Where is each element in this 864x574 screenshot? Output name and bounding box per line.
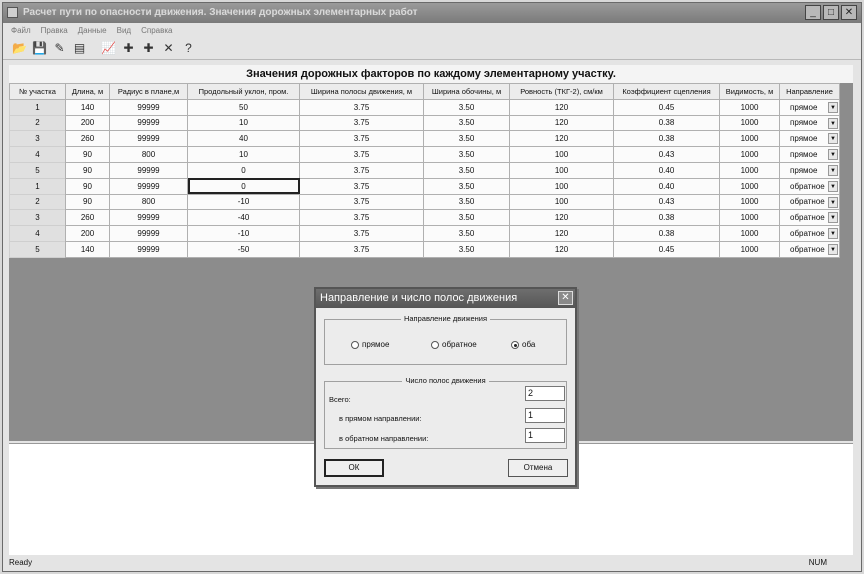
print-icon[interactable]: ▤ <box>73 41 86 55</box>
table-row <box>10 178 840 194</box>
radio-forward-dot[interactable] <box>351 341 359 349</box>
table-cell[interactable] <box>424 178 510 194</box>
menu-data[interactable]: Данные <box>77 26 107 35</box>
direction-select[interactable] <box>780 99 840 115</box>
cell-value: 1000 <box>740 134 759 144</box>
table-cell[interactable] <box>188 131 300 147</box>
cell-value: 99999 <box>137 118 160 128</box>
table-cell[interactable] <box>720 226 780 242</box>
table-cell[interactable] <box>300 99 424 115</box>
radio-forward-label: прямое <box>362 340 390 349</box>
table-cell[interactable] <box>110 162 188 178</box>
row-number-cell[interactable] <box>10 178 66 194</box>
row-number-cell[interactable] <box>10 194 66 210</box>
table-row <box>10 131 840 147</box>
row-number-cell[interactable] <box>10 131 66 147</box>
cell-value: 0.45 <box>658 244 675 254</box>
dropdown-arrow-icon[interactable]: ▼ <box>828 118 838 129</box>
col-header[interactable]: Видимость, м <box>720 84 780 100</box>
cell-value: 3.75 <box>353 165 370 175</box>
cell-value: 99999 <box>137 181 160 191</box>
table-cell[interactable] <box>188 178 300 194</box>
cell-value: обратное <box>790 229 825 239</box>
cell-value: 1000 <box>740 197 759 207</box>
col-header[interactable]: Коэффициент сцепления <box>614 84 720 100</box>
cell-value: 0.45 <box>658 102 675 112</box>
cell-value: 200 <box>80 118 95 128</box>
cell-value: 120 <box>554 213 569 223</box>
cell-value: 3.75 <box>353 150 370 160</box>
table-row <box>10 162 840 178</box>
cell-value: 0.38 <box>658 229 675 239</box>
cell-value: обратное <box>790 213 825 223</box>
table-cell[interactable] <box>300 194 424 210</box>
table-cell[interactable] <box>614 147 720 163</box>
table-row <box>10 147 840 163</box>
cell-value: 99999 <box>137 165 160 175</box>
radio-reverse[interactable] <box>431 340 477 349</box>
table-cell[interactable] <box>510 210 614 226</box>
cell-value: 99999 <box>137 229 160 239</box>
cell-value: 2 <box>35 118 40 128</box>
cell-value: 3 <box>35 134 40 144</box>
direction-select[interactable] <box>780 162 840 178</box>
cell-value: 99999 <box>137 244 160 254</box>
edit-icon[interactable]: ✎ <box>54 41 65 55</box>
table-row <box>10 210 840 226</box>
cell-value: 1 <box>35 102 40 112</box>
table-cell[interactable] <box>66 131 110 147</box>
cell-value: 1000 <box>740 150 759 160</box>
table-cell[interactable] <box>720 147 780 163</box>
direction-select[interactable] <box>780 178 840 194</box>
cell-value: прямое <box>790 150 818 160</box>
app-icon <box>7 7 18 18</box>
table-cell[interactable] <box>424 99 510 115</box>
cell-value: 1 <box>35 181 40 191</box>
cell-value: 120 <box>554 134 569 144</box>
row-number-cell[interactable] <box>10 99 66 115</box>
cell-value: обратное <box>790 197 825 207</box>
cell-value: 10 <box>239 150 248 160</box>
cell-value: 90 <box>83 181 92 191</box>
delete-row-icon[interactable]: ✕ <box>163 41 174 55</box>
cell-value: 99999 <box>137 134 160 144</box>
cell-value: 100 <box>554 197 569 207</box>
open-icon[interactable]: 📂 <box>12 41 27 55</box>
table-cell[interactable] <box>188 194 300 210</box>
cell-value: 5 <box>35 165 40 175</box>
direction-select[interactable] <box>780 147 840 163</box>
table-row <box>10 115 840 131</box>
cell-value: 3.50 <box>458 181 475 191</box>
table-cell[interactable] <box>66 115 110 131</box>
table-cell[interactable] <box>510 115 614 131</box>
cell-value: 260 <box>80 213 95 223</box>
direction-group-label: Направление движения <box>401 314 490 323</box>
table-cell[interactable] <box>510 178 614 194</box>
cell-value: 4 <box>35 150 40 160</box>
reverse-lanes-label: в обратном направлении: <box>339 434 429 443</box>
cell-value: 3.75 <box>353 244 370 254</box>
col-header[interactable]: Ширина обочины, м <box>424 84 510 100</box>
cell-value: 1000 <box>740 102 759 112</box>
table-cell[interactable] <box>66 99 110 115</box>
lanes-dialog <box>314 287 577 487</box>
cell-value: 1000 <box>740 244 759 254</box>
total-lanes-field[interactable]: 2 <box>525 386 565 401</box>
table-cell[interactable] <box>424 210 510 226</box>
dropdown-arrow-icon[interactable]: ▼ <box>828 244 838 255</box>
table-cell[interactable] <box>720 162 780 178</box>
table-cell[interactable] <box>188 162 300 178</box>
cell-value: 5 <box>35 244 40 254</box>
cell-value: 260 <box>80 134 95 144</box>
insert-row-icon[interactable]: ✚ <box>143 41 154 55</box>
cell-value: прямое <box>790 165 818 175</box>
table-cell[interactable] <box>188 99 300 115</box>
cell-value: 100 <box>554 165 569 175</box>
cell-value: 120 <box>554 229 569 239</box>
table-cell[interactable] <box>300 241 424 257</box>
table-cell[interactable] <box>720 115 780 131</box>
cell-value: 3.50 <box>458 165 475 175</box>
cell-value: 3.75 <box>353 102 370 112</box>
row-number-cell[interactable] <box>10 162 66 178</box>
col-header[interactable]: № участка <box>10 84 66 100</box>
table-cell[interactable] <box>300 115 424 131</box>
direction-select[interactable] <box>780 241 840 257</box>
cell-value: 1000 <box>740 213 759 223</box>
add-row-icon[interactable]: ✚ <box>123 41 134 55</box>
table-cell[interactable] <box>300 147 424 163</box>
table-cell[interactable] <box>510 147 614 163</box>
table-cell[interactable] <box>720 131 780 147</box>
table-cell[interactable] <box>424 147 510 163</box>
table-cell[interactable] <box>720 178 780 194</box>
cell-value: -10 <box>237 229 250 239</box>
cell-value: 0.40 <box>658 181 675 191</box>
table-cell[interactable] <box>510 194 614 210</box>
direction-select[interactable] <box>780 194 840 210</box>
cell-value: 1000 <box>740 118 759 128</box>
cell-value: 120 <box>554 244 569 254</box>
total-lanes-label: Всего: <box>329 395 351 404</box>
road-factors-table <box>9 83 840 258</box>
table-cell[interactable] <box>720 194 780 210</box>
cell-value: 3.75 <box>353 229 370 239</box>
col-header[interactable]: Длина, м <box>66 84 110 100</box>
cell-value: 800 <box>141 150 156 160</box>
menu-bar <box>3 24 861 37</box>
table-cell[interactable] <box>66 178 110 194</box>
table-cell[interactable] <box>720 99 780 115</box>
cell-value: 3.50 <box>458 244 475 254</box>
table-cell[interactable] <box>66 147 110 163</box>
radio-both-dot[interactable] <box>511 341 519 349</box>
table-cell[interactable] <box>300 178 424 194</box>
cell-value: 120 <box>554 102 569 112</box>
table-cell[interactable] <box>110 99 188 115</box>
table-cell[interactable] <box>614 115 720 131</box>
menu-view[interactable]: Вид <box>116 26 132 35</box>
cell-value: 10 <box>239 118 248 128</box>
table-cell[interactable] <box>424 241 510 257</box>
cell-value: 90 <box>83 150 92 160</box>
table-cell[interactable] <box>66 210 110 226</box>
table-row <box>10 194 840 210</box>
direction-select[interactable] <box>780 226 840 242</box>
chart-icon[interactable]: 📈 <box>101 41 116 55</box>
table-cell[interactable] <box>614 226 720 242</box>
table-cell[interactable] <box>188 147 300 163</box>
row-number-cell[interactable] <box>10 115 66 131</box>
window-title: Расчет пути по опасности движения. Значения дорожных элементарных работ <box>23 7 418 18</box>
col-header[interactable]: Направление <box>780 84 840 100</box>
table-cell[interactable] <box>720 241 780 257</box>
table-cell[interactable] <box>614 241 720 257</box>
help-icon[interactable]: ? <box>185 41 192 55</box>
cell-value: прямое <box>790 102 818 112</box>
cell-value: 3.50 <box>458 150 475 160</box>
dialog-close-icon[interactable]: ✕ <box>558 291 573 305</box>
minimize-button[interactable]: _ <box>805 5 821 20</box>
forward-lanes-label: в прямом направлении: <box>339 414 422 423</box>
row-number-cell[interactable] <box>10 210 66 226</box>
table-cell[interactable] <box>720 210 780 226</box>
cancel-button[interactable]: Отмена <box>508 459 568 477</box>
dropdown-arrow-icon[interactable]: ▼ <box>828 165 838 176</box>
table-cell[interactable] <box>110 147 188 163</box>
table-body <box>10 99 840 257</box>
table-heading: Значения дорожных факторов по каждому элементарному участку. <box>9 65 853 83</box>
table-cell[interactable] <box>510 99 614 115</box>
table-row <box>10 99 840 115</box>
dropdown-arrow-icon[interactable]: ▼ <box>828 102 838 113</box>
cell-value: 100 <box>554 181 569 191</box>
dropdown-arrow-icon[interactable]: ▼ <box>828 197 838 208</box>
table-cell[interactable] <box>188 115 300 131</box>
status-text: Ready <box>9 558 33 567</box>
dropdown-arrow-icon[interactable]: ▼ <box>828 228 838 239</box>
cell-value: 140 <box>80 244 95 254</box>
cell-value: 1000 <box>740 181 759 191</box>
cell-value: 3.50 <box>458 197 475 207</box>
cell-value: 99999 <box>137 213 160 223</box>
maximize-button[interactable]: □ <box>823 5 839 20</box>
ok-button[interactable]: ОК <box>324 459 384 477</box>
cell-value: 3.50 <box>458 134 475 144</box>
table-cell[interactable] <box>300 210 424 226</box>
status-bar <box>3 556 861 571</box>
cell-value: 2 <box>35 197 40 207</box>
table-cell[interactable] <box>614 210 720 226</box>
cell-value: 3.50 <box>458 213 475 223</box>
direction-select[interactable] <box>780 210 840 226</box>
table-cell[interactable] <box>110 210 188 226</box>
cell-value: 3.75 <box>353 213 370 223</box>
table-cell[interactable] <box>424 131 510 147</box>
table-cell[interactable] <box>424 115 510 131</box>
cell-value: 100 <box>554 150 569 160</box>
table-cell[interactable] <box>614 194 720 210</box>
cell-value: 3.75 <box>353 134 370 144</box>
lanes-group-label: Число полос движения <box>402 376 488 385</box>
cell-value: 40 <box>239 134 248 144</box>
direction-select[interactable] <box>780 131 840 147</box>
radio-reverse-label: обратное <box>442 340 477 349</box>
menu-help[interactable]: Справка <box>141 26 173 35</box>
col-header[interactable]: Ровность (ТКГ-2), см/км <box>510 84 614 100</box>
row-number-cell[interactable] <box>10 147 66 163</box>
direction-group <box>324 314 567 365</box>
table-cell[interactable] <box>510 226 614 242</box>
title-bar[interactable] <box>3 3 861 23</box>
num-lock-indicator: NUM <box>808 558 827 567</box>
cell-value: 4 <box>35 229 40 239</box>
menu-edit[interactable]: Правка <box>40 26 68 35</box>
save-icon[interactable]: 💾 <box>32 41 47 55</box>
cell-value: 0 <box>241 181 246 191</box>
cell-value: 1000 <box>740 165 759 175</box>
col-header[interactable]: Радиус в плане,м <box>110 84 188 100</box>
table-header-row <box>10 84 840 100</box>
table-cell[interactable] <box>110 178 188 194</box>
table-cell[interactable] <box>614 162 720 178</box>
cell-value: 0.38 <box>658 134 675 144</box>
col-header[interactable]: Ширина полосы движения, м <box>300 84 424 100</box>
dropdown-arrow-icon[interactable]: ▼ <box>828 149 838 160</box>
cell-value: прямое <box>790 118 818 128</box>
table-cell[interactable] <box>110 131 188 147</box>
cell-value: 3 <box>35 213 40 223</box>
table-cell[interactable] <box>110 241 188 257</box>
cell-value: 3.75 <box>353 181 370 191</box>
col-header[interactable]: Продольный уклон, пром. <box>188 84 300 100</box>
lanes-group <box>324 376 567 449</box>
cell-value: 90 <box>83 197 92 207</box>
cell-value: -10 <box>237 197 250 207</box>
table-cell[interactable] <box>510 131 614 147</box>
reverse-lanes-field[interactable]: 1 <box>525 428 565 443</box>
menu-file[interactable]: Файл <box>11 26 31 35</box>
cell-value: -50 <box>237 244 250 254</box>
cell-value: 99999 <box>137 102 160 112</box>
cell-value: -40 <box>237 213 250 223</box>
table-cell[interactable] <box>614 178 720 194</box>
cell-value: 120 <box>554 118 569 128</box>
direction-select[interactable] <box>780 115 840 131</box>
cell-value: 90 <box>83 165 92 175</box>
cell-value: 1000 <box>740 229 759 239</box>
cell-value: 200 <box>80 229 95 239</box>
table-cell[interactable] <box>424 162 510 178</box>
table-cell[interactable] <box>300 162 424 178</box>
cell-value: 0 <box>241 165 246 175</box>
cell-value: 3.75 <box>353 118 370 128</box>
table-cell[interactable] <box>110 194 188 210</box>
cell-value: 50 <box>239 102 248 112</box>
dropdown-arrow-icon[interactable]: ▼ <box>828 212 838 223</box>
cell-value: 140 <box>80 102 95 112</box>
table-cell[interactable] <box>424 194 510 210</box>
table-cell[interactable] <box>510 241 614 257</box>
table-cell[interactable] <box>510 162 614 178</box>
dialog-title[interactable]: Направление и число полос движения <box>316 289 575 308</box>
table-cell[interactable] <box>110 226 188 242</box>
table-cell[interactable] <box>188 226 300 242</box>
radio-both[interactable] <box>511 340 535 349</box>
table-cell[interactable] <box>66 194 110 210</box>
table-cell[interactable] <box>300 131 424 147</box>
cell-value: 0.43 <box>658 150 675 160</box>
cell-value: 800 <box>141 197 156 207</box>
dropdown-arrow-icon[interactable]: ▼ <box>828 181 838 192</box>
cell-value: 3.50 <box>458 102 475 112</box>
cell-value: 0.43 <box>658 197 675 207</box>
cell-value: 3.75 <box>353 197 370 207</box>
table-cell[interactable] <box>66 226 110 242</box>
table-cell[interactable] <box>66 241 110 257</box>
cell-value: обратное <box>790 181 825 191</box>
toolbar <box>3 38 861 60</box>
forward-lanes-field[interactable]: 1 <box>525 408 565 423</box>
table-cell[interactable] <box>188 210 300 226</box>
table-cell[interactable] <box>424 226 510 242</box>
table-cell[interactable] <box>188 241 300 257</box>
cell-value: 0.38 <box>658 213 675 223</box>
row-number-cell[interactable] <box>10 226 66 242</box>
cell-value: 3.50 <box>458 118 475 128</box>
radio-reverse-dot[interactable] <box>431 341 439 349</box>
table-cell[interactable] <box>110 115 188 131</box>
table-cell[interactable] <box>614 99 720 115</box>
table-row <box>10 226 840 242</box>
radio-forward[interactable] <box>351 340 389 349</box>
table-cell[interactable] <box>300 226 424 242</box>
row-number-cell[interactable] <box>10 241 66 257</box>
table-cell[interactable] <box>614 131 720 147</box>
cell-value: 3.50 <box>458 229 475 239</box>
table-row <box>10 241 840 257</box>
cell-value: обратное <box>790 244 825 254</box>
cell-value: 0.40 <box>658 165 675 175</box>
cell-value: прямое <box>790 134 818 144</box>
table-cell[interactable] <box>66 162 110 178</box>
dropdown-arrow-icon[interactable]: ▼ <box>828 133 838 144</box>
cell-value: 0.38 <box>658 118 675 128</box>
radio-both-label: оба <box>522 340 536 349</box>
close-button[interactable]: ✕ <box>841 5 857 20</box>
